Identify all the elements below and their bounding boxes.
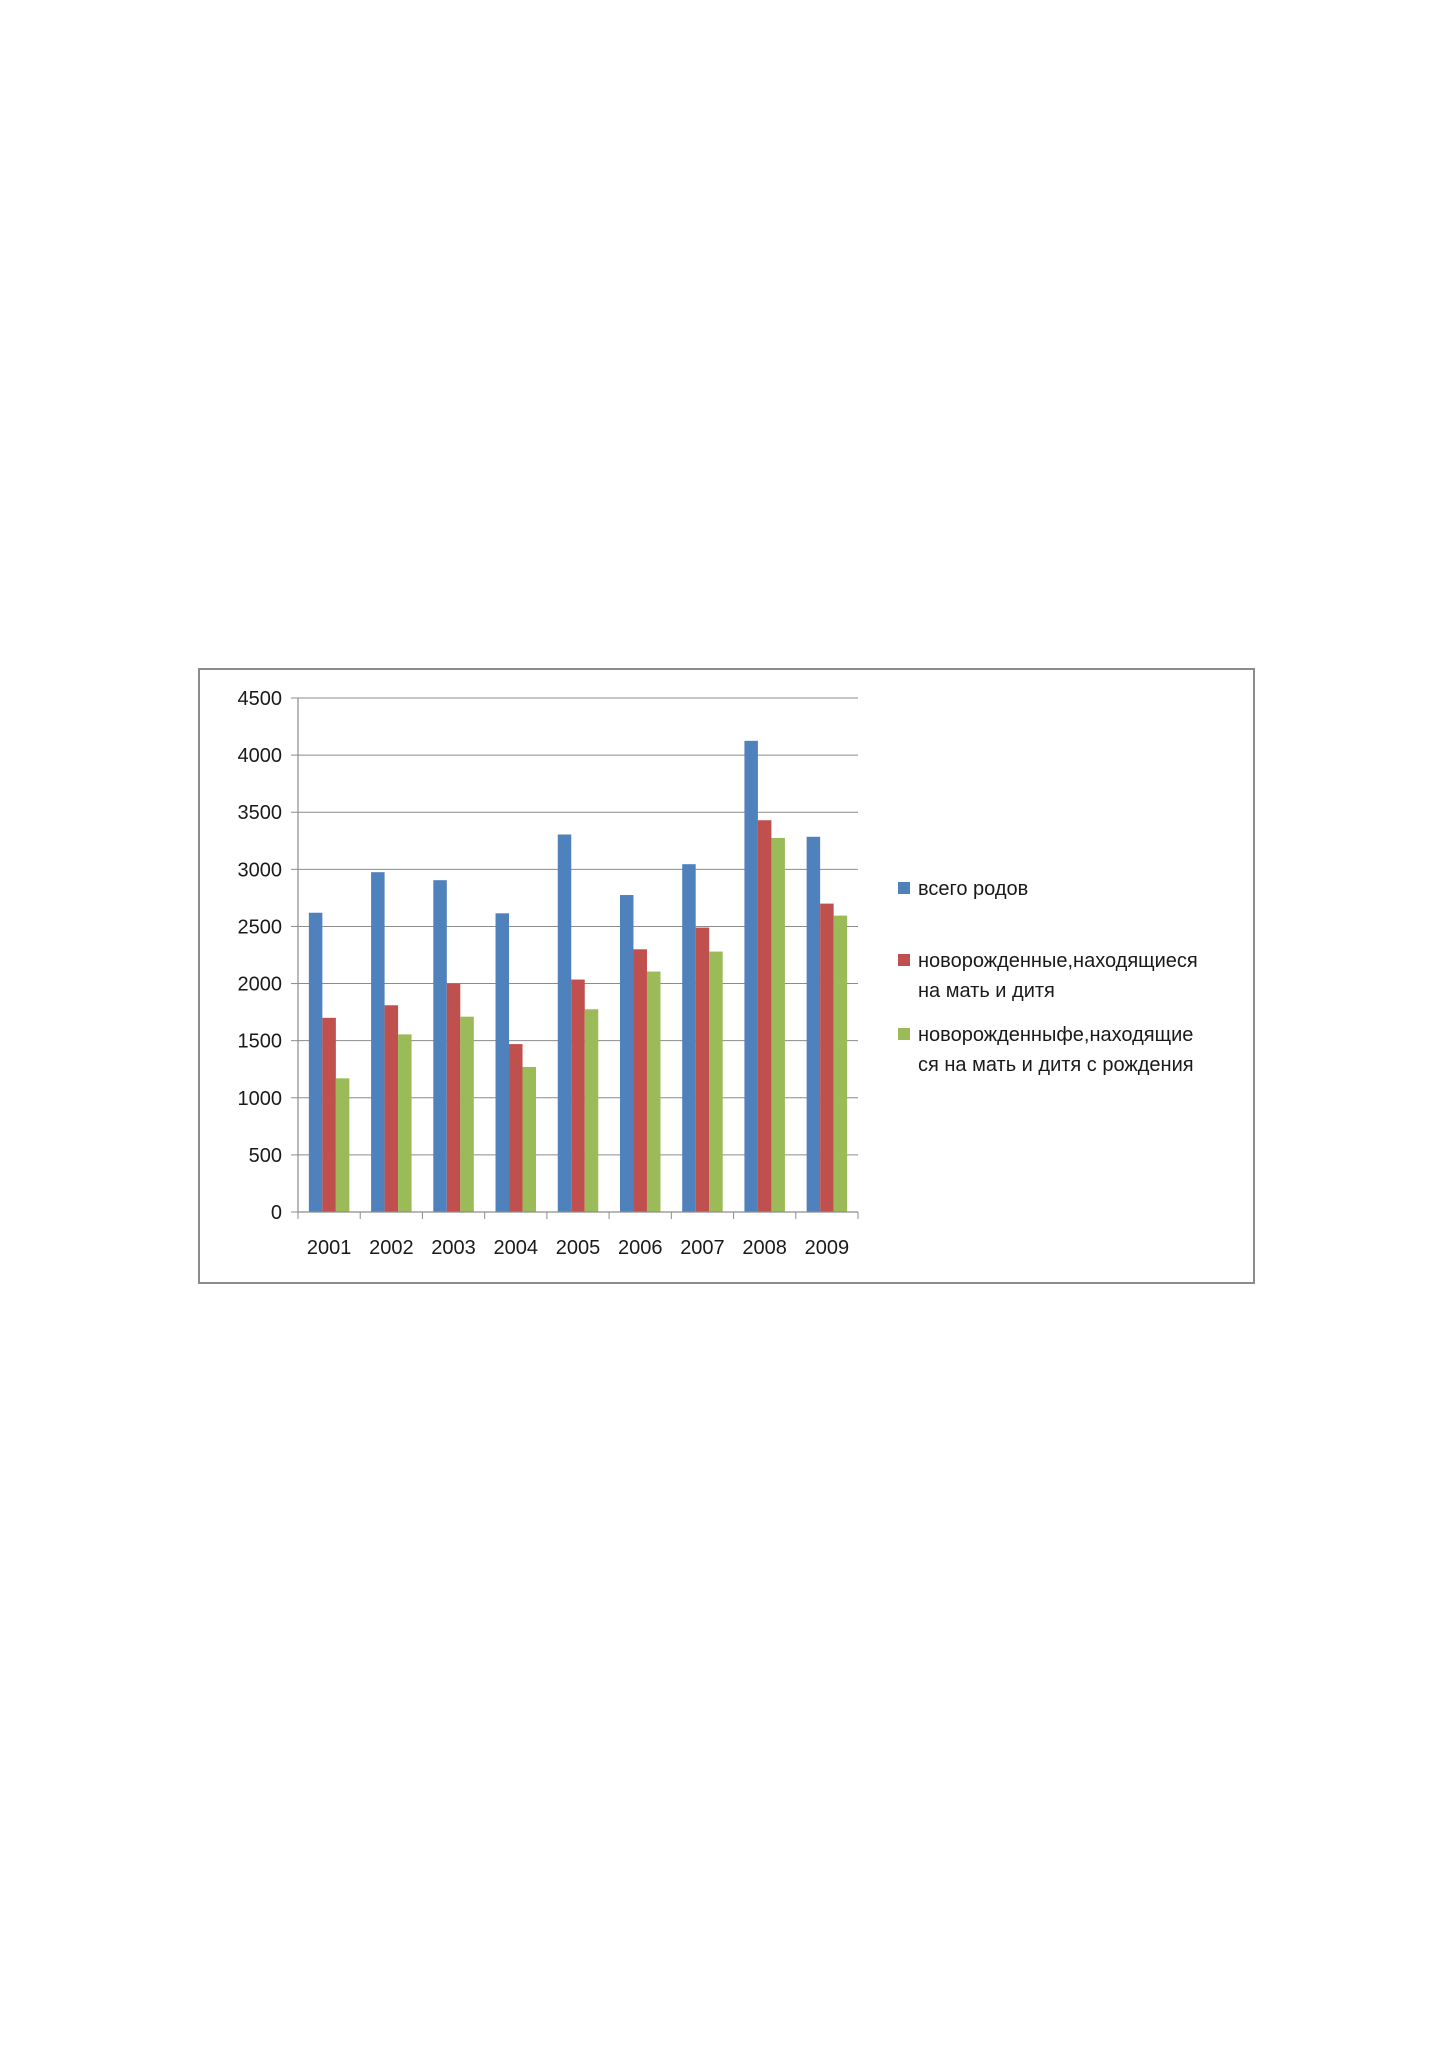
bar-2001-series-1	[309, 913, 323, 1212]
bar-2003-series-3	[460, 1017, 474, 1212]
y-tick-label: 3500	[237, 802, 282, 825]
bar-2002-series-1	[371, 872, 385, 1212]
bars	[309, 741, 847, 1212]
bar-2004-series-2	[509, 1044, 523, 1212]
bar-2009-series-3	[834, 916, 848, 1212]
x-tick-label: 2004	[493, 1237, 539, 1259]
y-tick-label: 2000	[237, 973, 282, 996]
bar-2005-series-2	[571, 980, 585, 1212]
bar-2007-series-1	[682, 864, 696, 1212]
y-tick-label: 2500	[237, 916, 282, 939]
chart-frame	[198, 668, 1255, 1284]
bar-2003-series-2	[447, 984, 461, 1212]
bar-2005-series-3	[585, 1009, 599, 1212]
y-tick-label: 4000	[237, 745, 282, 768]
bar-2002-series-3	[398, 1034, 412, 1212]
bar-2001-series-2	[322, 1018, 336, 1212]
bar-chart	[200, 670, 1253, 1282]
y-axis-ticks	[238, 688, 299, 1224]
bar-2005-series-1	[558, 834, 572, 1212]
y-tick-label: 3000	[237, 859, 282, 882]
x-tick-label: 2001	[306, 1237, 352, 1259]
y-tick-label: 1000	[237, 1087, 282, 1110]
bar-2007-series-2	[696, 928, 710, 1212]
legend-swatch-2	[898, 954, 910, 966]
y-tick-label: 1500	[237, 1030, 282, 1053]
x-tick-label: 2008	[742, 1237, 787, 1259]
x-tick-label: 2002	[369, 1237, 414, 1259]
bar-2004-series-3	[523, 1067, 537, 1212]
bar-2006-series-2	[633, 949, 647, 1212]
bar-2006-series-1	[620, 895, 634, 1212]
bar-2003-series-1	[433, 880, 447, 1212]
x-tick-label: 2005	[555, 1237, 601, 1259]
bar-2008-series-2	[758, 820, 772, 1212]
bar-2004-series-1	[496, 913, 510, 1212]
x-axis-ticks	[298, 1212, 858, 1259]
bar-2008-series-3	[771, 838, 785, 1212]
legend-label-2: новорожденные,находящиеся на мать и дитя	[918, 950, 1198, 1002]
bar-2009-series-2	[820, 904, 834, 1212]
x-tick-label: 2007	[680, 1237, 725, 1259]
x-tick-label: 2003	[431, 1237, 476, 1259]
y-tick-label: 500	[248, 1144, 282, 1167]
legend-swatch-3	[898, 1028, 910, 1040]
x-tick-label: 2006	[617, 1237, 663, 1259]
legend	[898, 878, 1198, 1076]
bar-2002-series-2	[385, 1005, 399, 1212]
legend-label-1: всего родов	[918, 878, 1029, 900]
y-tick-label: 4500	[237, 688, 282, 710]
bar-2001-series-3	[336, 1078, 350, 1212]
y-tick-label: 0	[270, 1202, 282, 1224]
x-tick-label: 2009	[804, 1237, 850, 1259]
bar-2006-series-3	[647, 972, 661, 1212]
bar-2008-series-1	[744, 741, 758, 1212]
bar-2007-series-3	[709, 952, 723, 1212]
legend-swatch-1	[898, 882, 910, 894]
bar-2009-series-1	[807, 837, 821, 1212]
legend-label-3: новорожденныфе,находящие ся на мать и дитя с рождения	[918, 1024, 1194, 1076]
